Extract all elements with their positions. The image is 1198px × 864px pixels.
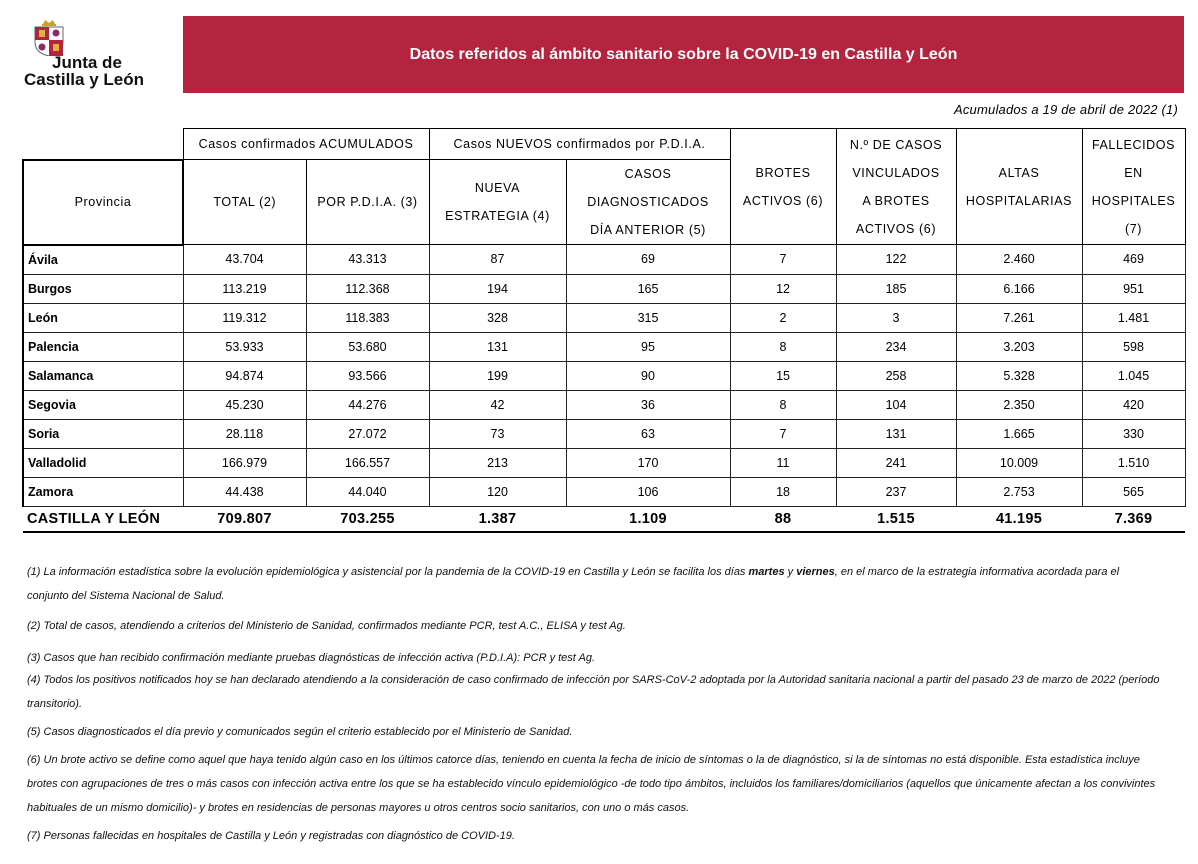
table-row (23, 419, 1185, 448)
date-subtitle: Acumulados a 19 de abril de 2022 (1) (953, 102, 1178, 117)
value-cell: 53.933 (183, 332, 306, 361)
table-row (23, 477, 1185, 506)
total-value: 7.369 (1082, 506, 1185, 532)
header-brotes: BROTES ACTIVOS (6) (730, 129, 836, 245)
value-cell: 131 (429, 332, 566, 361)
value-cell: 2.753 (956, 477, 1082, 506)
footnote-3: (3) Casos que han recibido confirmación mediante pruebas diagnósticas de infección activa (P.D.I.A): PCR y test Ag. (27, 652, 596, 664)
header-altas: ALTAS HOSPITALARIAS (956, 129, 1082, 245)
province-cell: Soria (23, 419, 183, 448)
value-cell: 44.438 (183, 477, 306, 506)
total-value: 41.195 (956, 506, 1082, 532)
value-cell: 120 (429, 477, 566, 506)
value-cell: 63 (566, 419, 730, 448)
title-banner (183, 16, 1184, 93)
value-cell: 43.704 (183, 245, 306, 275)
total-value: 1.387 (429, 506, 566, 532)
value-cell: 420 (1082, 390, 1185, 419)
coat-of-arms-icon (32, 20, 66, 56)
value-cell: 106 (566, 477, 730, 506)
value-cell: 87 (429, 245, 566, 275)
header-casos-vinculados: N.º DE CASOS VINCULADOS A BROTES ACTIVOS (6) (836, 129, 956, 245)
value-cell: 165 (566, 274, 730, 303)
value-cell: 45.230 (183, 390, 306, 419)
junta-logo (22, 16, 162, 94)
value-cell: 213 (429, 448, 566, 477)
table-row (23, 361, 1185, 390)
footnote-6: (6) Un brote activo se define como aquel que haya tenido algún caso en los últimos catorce días, teniendo en cuenta la fecha de inicio de síntomas o la de diagnóstico, si la de síntomas no está disponible. Esta estadística incluye brotes con agrupaciones de tres o más casos con infección activa entre los que se ha establecido vínculo epidemiológico -de todo tipo ámbitos, incluidos los familiares/domiciliarios (aquellos que únicamente afectan a los convivintes habituales de un mismo domicilio)- y brotes en residencias de personas mayores u otros centros socio sanitarios, con uno o más casos. (27, 754, 1156, 814)
value-cell: 8 (730, 332, 836, 361)
footnote-7: (7) Personas fallecidas en hospitales de Castilla y León y registradas con diagnóstico de COVID-19. (27, 830, 515, 842)
value-cell: 122 (836, 245, 956, 275)
value-cell: 5.328 (956, 361, 1082, 390)
value-cell: 18 (730, 477, 836, 506)
value-cell: 28.118 (183, 419, 306, 448)
total-value: 703.255 (306, 506, 429, 532)
total-value: 709.807 (183, 506, 306, 532)
value-cell: 118.383 (306, 303, 429, 332)
value-cell: 3.203 (956, 332, 1082, 361)
province-cell: Salamanca (23, 361, 183, 390)
header-por-pdia: POR P.D.I.A. (3) (306, 160, 429, 245)
value-cell: 42 (429, 390, 566, 419)
value-cell: 185 (836, 274, 956, 303)
province-cell: León (23, 303, 183, 332)
value-cell: 241 (836, 448, 956, 477)
total-value: 88 (730, 506, 836, 532)
footnotes (27, 560, 1162, 848)
value-cell: 328 (429, 303, 566, 332)
value-cell: 1.481 (1082, 303, 1185, 332)
logo-text-line2: Castilla y León (24, 70, 144, 89)
value-cell: 1.045 (1082, 361, 1185, 390)
header-group-acumulados: Casos confirmados ACUMULADOS (183, 129, 429, 160)
table-row (23, 448, 1185, 477)
value-cell: 194 (429, 274, 566, 303)
page-title: Datos referidos al ámbito sanitario sobre la COVID-19 en Castilla y León (409, 45, 958, 63)
table-row (23, 274, 1185, 303)
value-cell: 565 (1082, 477, 1185, 506)
value-cell: 237 (836, 477, 956, 506)
header-group-nuevos: Casos NUEVOS confirmados por P.D.I.A. (429, 129, 730, 160)
value-cell: 10.009 (956, 448, 1082, 477)
value-cell: 119.312 (183, 303, 306, 332)
value-cell: 131 (836, 419, 956, 448)
value-cell: 43.313 (306, 245, 429, 275)
footnote-5: (5) Casos diagnosticados el día previo y comunicados según el criterio establecido por el Ministerio de Sanidad. (27, 726, 573, 738)
value-cell: 315 (566, 303, 730, 332)
value-cell: 11 (730, 448, 836, 477)
table-row (23, 390, 1185, 419)
value-cell: 2.350 (956, 390, 1082, 419)
value-cell: 104 (836, 390, 956, 419)
value-cell: 1.510 (1082, 448, 1185, 477)
value-cell: 8 (730, 390, 836, 419)
value-cell: 112.368 (306, 274, 429, 303)
value-cell: 69 (566, 245, 730, 275)
value-cell: 166.557 (306, 448, 429, 477)
value-cell: 469 (1082, 245, 1185, 275)
value-cell: 93.566 (306, 361, 429, 390)
value-cell: 12 (730, 274, 836, 303)
value-cell: 73 (429, 419, 566, 448)
value-cell: 27.072 (306, 419, 429, 448)
footnote-1: (1) La información estadística sobre la evolución epidemiológica y asistencial por la pandemia de la COVID-19 en Castilla y León se facilita los días martes y viernes, en el marco de la estrategia informativa acordada para el conjunto del Sistema Nacional de Salud. (27, 566, 1120, 602)
value-cell: 951 (1082, 274, 1185, 303)
province-cell: Palencia (23, 332, 183, 361)
value-cell: 53.680 (306, 332, 429, 361)
footnote-2: (2) Total de casos, atendiendo a criterios del Ministerio de Sanidad, confirmados mediante PCR, test A.C., ELISA y test Ag. (27, 620, 626, 632)
province-cell: Burgos (23, 274, 183, 303)
value-cell: 94.874 (183, 361, 306, 390)
value-cell: 7 (730, 419, 836, 448)
value-cell: 36 (566, 390, 730, 419)
header-provincia: Provincia (23, 160, 183, 245)
value-cell: 95 (566, 332, 730, 361)
province-cell: Ávila (23, 245, 183, 275)
province-cell: Segovia (23, 390, 183, 419)
value-cell: 7.261 (956, 303, 1082, 332)
total-label: CASTILLA Y LEÓN (23, 506, 183, 532)
header-nueva-estrategia: NUEVA ESTRATEGIA (4) (429, 160, 566, 245)
value-cell: 6.166 (956, 274, 1082, 303)
header-total: TOTAL (2) (183, 160, 306, 245)
value-cell: 90 (566, 361, 730, 390)
value-cell: 15 (730, 361, 836, 390)
value-cell: 258 (836, 361, 956, 390)
header-casos-diagnosticados: CASOS DIAGNOSTICADOS DÍA ANTERIOR (5) (566, 160, 730, 245)
table-row (23, 332, 1185, 361)
total-value: 1.109 (566, 506, 730, 532)
covid-data-table (22, 128, 1186, 533)
value-cell: 3 (836, 303, 956, 332)
header-fallecidos: FALLECIDOS EN HOSPITALES (7) (1082, 129, 1185, 245)
logo-text-line1: Junta de (52, 53, 122, 72)
value-cell: 2.460 (956, 245, 1082, 275)
value-cell: 598 (1082, 332, 1185, 361)
table-row (23, 303, 1185, 332)
value-cell: 170 (566, 448, 730, 477)
total-value: 1.515 (836, 506, 956, 532)
value-cell: 7 (730, 245, 836, 275)
value-cell: 113.219 (183, 274, 306, 303)
footnote-4: (4) Todos los positivos notificados hoy se han declarado atendiendo a la consideración de caso confirmado de infección por SARS-CoV-2 adoptada por la Autoridad sanitaria nacional a partir del pasado 23 de marzo de 2022 (período transitorio). (27, 674, 1160, 710)
province-cell: Valladolid (23, 448, 183, 477)
value-cell: 44.040 (306, 477, 429, 506)
value-cell: 166.979 (183, 448, 306, 477)
table-row (23, 245, 1185, 275)
value-cell: 234 (836, 332, 956, 361)
value-cell: 199 (429, 361, 566, 390)
value-cell: 1.665 (956, 419, 1082, 448)
total-row (23, 506, 1185, 532)
province-cell: Zamora (23, 477, 183, 506)
value-cell: 44.276 (306, 390, 429, 419)
value-cell: 2 (730, 303, 836, 332)
value-cell: 330 (1082, 419, 1185, 448)
